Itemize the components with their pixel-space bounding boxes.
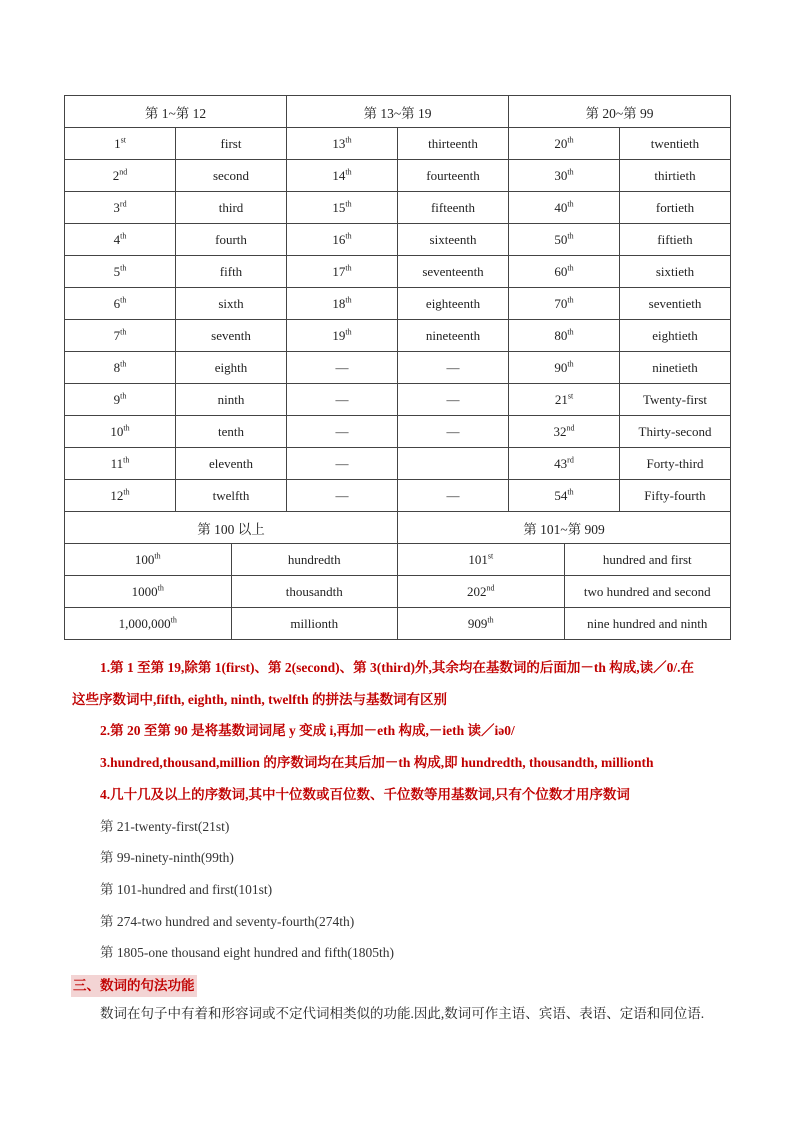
ordinal-digits: 12 [110,487,124,503]
ordinal-digits: 40 [554,199,568,215]
ordinal-digits: 21 [554,391,568,407]
ordinal-word-cell: twelfth [176,480,287,512]
ordinal-digits: 202 [467,583,487,599]
ordinal-digits: 80 [554,327,568,343]
example-3: 第 101-hundred and first(101st) [100,881,273,897]
ordinal-number-cell: — [287,384,398,416]
ordinal-word-cell: eighth [176,352,287,384]
ordinal-word-cell: third [176,192,287,224]
ordinal-word-cell: hundredth [231,544,398,576]
table-row [65,416,731,448]
table-header-cell: 第 100 以上 [65,512,398,544]
ordinal-word-cell [398,448,509,480]
ordinal-number-cell [65,576,232,608]
ordinal-suffix: st [567,391,574,401]
ordinal-word-cell: thirteenth [398,128,509,160]
section-heading: 三、数词的句法功能 [71,975,197,997]
ordinal-digits: 60 [554,263,568,279]
ordinal-digits: 1 [114,135,121,151]
ordinal-digits: 101 [468,551,488,567]
ordinal-number-cell: — [287,448,398,480]
ordinal-digits: 1000 [131,583,158,599]
ordinal-word-cell: fiftieth [620,224,731,256]
table-row [65,192,731,224]
ordinal-word-cell: nineteenth [398,320,509,352]
ordinal-suffix: th [487,615,494,625]
ordinal-word-cell: Forty-third [620,448,731,480]
ordinal-suffix: th [345,199,352,209]
ordinal-number-cell [287,256,398,288]
ordinal-word-cell: two hundred and second [564,576,731,608]
ordinal-suffix: th [123,487,130,497]
ordinal-digits: 5 [113,263,121,279]
ordinal-suffix: th [567,295,574,305]
ordinal-number-cell [287,160,398,192]
table-row [65,608,731,640]
table-row [65,576,731,608]
table-row [65,128,731,160]
ordinal-number-cell [65,192,176,224]
table-header-row [65,96,731,128]
rule-1-line-1: 1.第 1 至第 19,除第 1(first)、第 2(second)、第 3(third)外,其余均在基数词的后面加－th 构成,读／0/.在 [100,660,694,675]
rule-3: 3.hundred,thousand,million 的序数词均在其后加－th 构成,即 hundredth, thousandth, millionth [100,755,654,771]
ordinal-word-cell: first [176,128,287,160]
ordinal-suffix: th [567,135,574,145]
ordinal-digits: 50 [554,231,568,247]
table-row [65,288,731,320]
ordinal-number-cell [65,128,176,160]
ordinal-suffix: th [120,359,127,369]
ordinal-suffix: th [123,423,130,433]
ordinal-number-cell [509,288,620,320]
ordinal-number-cell [65,448,176,480]
ordinal-number-cell [509,128,620,160]
ordinal-number-cell [65,416,176,448]
table-row [65,544,731,576]
ordinal-number-cell [65,352,176,384]
ordinal-suffix: th [567,263,574,273]
ordinal-digits: 14 [332,167,346,183]
ordinal-digits: 10 [110,423,124,439]
table-header-cell: 第 101~第 909 [398,512,731,544]
ordinal-number-cell [509,320,620,352]
ordinal-word-cell: Twenty-first [620,384,731,416]
ordinal-digits: 7 [113,327,121,343]
ordinal-number-cell [398,576,565,608]
ordinal-suffix: th [170,615,177,625]
ordinal-word-cell: sixth [176,288,287,320]
rule-4: 4.几十几及以上的序数词,其中十位数或百位数、千位数等用基数词,只有个位数才用序数词 [100,786,630,802]
ordinal-word-cell: thousandth [231,576,398,608]
ordinal-digits: 18 [332,295,346,311]
ordinal-word-cell: fifth [176,256,287,288]
ordinal-number-cell [509,192,620,224]
table-row [65,480,731,512]
ordinal-suffix: th [157,583,164,593]
ordinal-digits: 17 [332,263,346,279]
ordinal-digits: 909 [467,615,488,631]
ordinal-suffix: th [567,199,574,209]
ordinal-suffix: nd [486,583,495,593]
rules-section [72,652,732,1029]
ordinal-word-cell: seventieth [620,288,731,320]
ordinal-number-cell [509,160,620,192]
table-header-row [65,512,731,544]
ordinal-digits: 3 [113,199,120,215]
ordinal-suffix: th [154,551,161,561]
ordinal-word-cell: seventh [176,320,287,352]
ordinal-word-cell: tenth [176,416,287,448]
ordinal-number-cell [65,160,176,192]
ordinal-number-cell [65,288,176,320]
ordinal-suffix: th [120,327,127,337]
ordinal-number-cell [287,320,398,352]
ordinal-digits: 11 [110,455,124,471]
ordinal-suffix: th [345,135,352,145]
ordinal-digits: 32 [553,423,567,439]
table-row [65,352,731,384]
ordinal-suffix: th [123,455,130,465]
ordinal-suffix: th [345,167,352,177]
ordinal-number-cell [509,416,620,448]
ordinal-digits: 30 [554,167,568,183]
ordinal-word-cell: eleventh [176,448,287,480]
ordinal-digits: 90 [554,359,568,375]
table-row [65,384,731,416]
ordinal-word-cell: sixtieth [620,256,731,288]
ordinal-word-cell: — [398,352,509,384]
ordinal-number-cell [65,544,232,576]
ordinal-digits: 2 [112,167,120,183]
ordinal-number-cell [65,224,176,256]
ordinal-digits: 15 [332,199,346,215]
example-5: 第 1805-one thousand eight hundred and fifth(1805th) [100,945,394,961]
ordinal-number-cell [65,256,176,288]
ordinal-digits: 8 [113,359,121,375]
table-header-cell: 第 20~第 99 [509,96,731,128]
table-row [65,448,731,480]
ordinal-digits: 13 [332,135,346,151]
ordinal-suffix: th [120,391,127,401]
ordinal-word-cell: eightieth [620,320,731,352]
ordinal-number-cell [287,288,398,320]
ordinal-number-cell [509,448,620,480]
ordinal-number-cell [509,256,620,288]
rule-1-line-2: 这些序数词中,fifth, eighth, ninth, twelfth 的拼法与基数词有区别 [72,691,448,707]
ordinal-suffix: rd [567,455,574,465]
ordinal-number-cell [287,224,398,256]
ordinal-number-cell [287,192,398,224]
ordinal-suffix: th [567,327,574,337]
ordinal-suffix: st [487,551,494,561]
ordinal-word-cell: — [398,384,509,416]
ordinal-number-cell [65,480,176,512]
example-4: 第 274-two hundred and seventy-fourth(274th) [100,913,355,929]
ordinal-number-cell [509,384,620,416]
table-row [65,160,731,192]
ordinal-digits: 1,000,000 [118,615,171,631]
ordinal-suffix: st [120,135,126,145]
ordinal-word-cell: hundred and first [564,544,731,576]
ordinal-word-cell: fortieth [620,192,731,224]
ordinal-suffix: th [567,487,574,497]
ordinal-suffix: th [120,231,127,241]
table-row [65,256,731,288]
ordinal-word-cell: twentieth [620,128,731,160]
ordinal-digits: 54 [554,487,568,503]
table-row [65,224,731,256]
ordinal-number-cell [509,224,620,256]
ordinal-number-cell: — [287,480,398,512]
ordinal-number-cell [509,480,620,512]
ordinal-suffix: th [345,231,352,241]
section-body: 数词在句子中有着和形容词或不定代词相类似的功能.因此,数词可作主语、宾语、表语、定语和同位语. [100,1006,705,1022]
ordinal-number-cell [287,128,398,160]
example-2: 第 99-ninety-ninth(99th) [100,850,234,866]
ordinal-suffix: th [345,263,352,273]
ordinal-word-cell: Thirty-second [620,416,731,448]
ordinal-suffix: nd [566,423,575,433]
ordinal-number-cell [398,608,565,640]
ordinal-word-cell: — [398,480,509,512]
ordinal-word-cell: eighteenth [398,288,509,320]
example-1: 第 21-twenty-first(21st) [100,818,230,834]
ordinal-word-cell: — [398,416,509,448]
ordinal-digits: 19 [332,327,346,343]
ordinal-word-cell: ninth [176,384,287,416]
ordinal-suffix: th [567,359,574,369]
ordinal-digits: 43 [554,455,568,471]
ordinal-suffix: th [567,231,574,241]
ordinal-digits: 9 [113,391,121,407]
ordinal-digits: 16 [332,231,346,247]
ordinal-word-cell: Fifty-fourth [620,480,731,512]
ordinal-number-cell [398,544,565,576]
ordinal-word-cell: fourth [176,224,287,256]
ordinal-digits: 70 [554,295,568,311]
ordinal-digits: 100 [134,551,155,567]
ordinal-suffix: th [345,327,352,337]
ordinal-word-cell: nine hundred and ninth [564,608,731,640]
ordinal-word-cell: fourteenth [398,160,509,192]
ordinal-word-cell: thirtieth [620,160,731,192]
ordinal-word-cell: second [176,160,287,192]
ordinal-suffix: nd [119,167,128,177]
rule-2: 2.第 20 至第 90 是将基数词词尾 y 变成 i,再加－eth 构成,－ieth 读／iə0/ [100,723,515,739]
ordinal-suffix: th [120,295,127,305]
ordinal-suffix: th [120,263,127,273]
ordinal-word-cell: ninetieth [620,352,731,384]
ordinal-digits: 20 [554,135,568,151]
table-header-cell: 第 1~第 12 [65,96,287,128]
table-row [65,320,731,352]
ordinal-word-cell: fifteenth [398,192,509,224]
ordinal-digits: 6 [113,295,121,311]
ordinal-word-cell: seventeenth [398,256,509,288]
table-header-cell: 第 13~第 19 [287,96,509,128]
ordinal-word-cell: millionth [231,608,398,640]
ordinal-digits: 4 [113,231,121,247]
ordinal-word-cell: sixteenth [398,224,509,256]
ordinal-number-cell: — [287,416,398,448]
ordinal-suffix: th [345,295,352,305]
ordinal-number-table [64,95,731,640]
ordinal-number-cell [65,320,176,352]
ordinal-number-cell: — [287,352,398,384]
ordinal-suffix: rd [119,199,127,209]
ordinal-number-cell [65,384,176,416]
ordinal-number-cell [509,352,620,384]
ordinal-number-cell [65,608,232,640]
ordinal-suffix: th [567,167,574,177]
